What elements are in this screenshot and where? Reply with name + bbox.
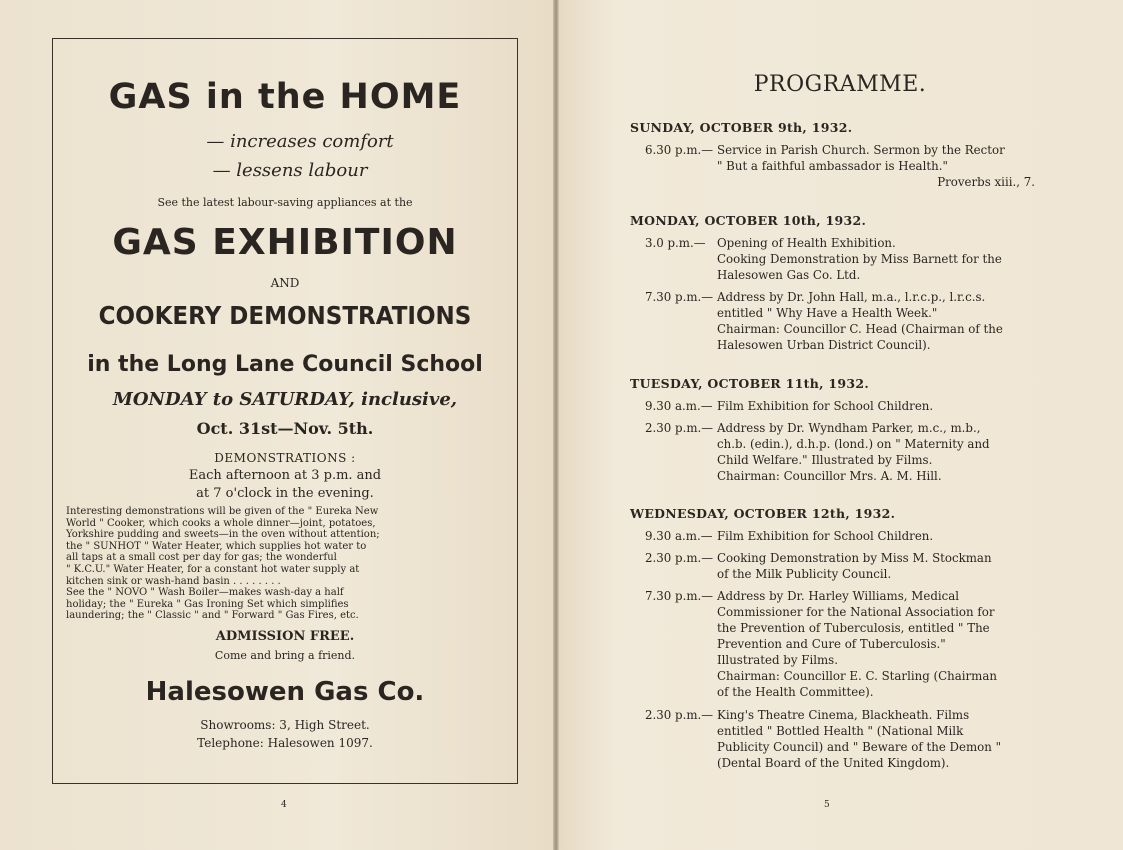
event-line: of the Milk Publicity Council. — [717, 567, 892, 581]
event-line: Child Welfare." Illustrated by Films. — [717, 453, 933, 467]
event-line: Address by Dr. John Hall, m.a., l.r.c.p., l.r.c.s. — [717, 290, 986, 304]
event-time: 3.0 p.m.— — [645, 236, 706, 250]
event-line: Address by Dr. Harley Williams, Medical — [717, 589, 960, 603]
event-citation: Proverbs xiii., 7. — [937, 175, 1035, 189]
ad-days: MONDAY to SATURDAY, inclusive, — [112, 389, 458, 410]
ad-tagline-comfort: — increases comfort — [206, 131, 394, 152]
ad-paragraph-line: Yorkshire pudding and sweets—in the oven without attention; — [66, 529, 380, 541]
page-number-left: 4 — [281, 800, 287, 810]
ad-bring-friend: Come and bring a friend. — [214, 649, 356, 662]
ad-telephone: Telephone: Halesowen 1097. — [197, 736, 373, 750]
event-line: Halesowen Gas Co. Ltd. — [717, 268, 861, 282]
ad-paragraph-line: " K.C.U." Water Heater, for a constant hot water supply at — [66, 563, 360, 575]
ad-tagline-labour: — lessens labour — [212, 160, 368, 181]
programme-event — [645, 398, 1035, 414]
ad-venue: in the Long Lane Council School — [87, 352, 483, 377]
ad-admission: ADMISSION FREE. — [215, 629, 355, 644]
event-time: 2.30 p.m.— — [645, 421, 714, 435]
ad-exhibition-title: GAS EXHIBITION — [112, 222, 458, 263]
ad-and: AND — [270, 276, 300, 290]
ad-paragraph-line: kitchen sink or wash-hand basin . . . . . . . . — [66, 575, 281, 587]
programme-event — [645, 550, 1035, 582]
programme-event — [645, 235, 1035, 283]
programme-event — [645, 707, 1035, 771]
ad-showrooms: Showrooms: 3, High Street. — [200, 718, 370, 732]
ad-paragraph-line: See the " NOVO " Wash Boiler—makes wash-day a half — [66, 587, 344, 599]
event-line: Chairman: Councillor E. C. Starling (Chairman — [717, 669, 997, 683]
ad-cookery-title: COOKERY DEMONSTRATIONS — [98, 301, 472, 330]
ad-company-name: Halesowen Gas Co. — [145, 677, 425, 707]
event-line: entitled " Why Have a Health Week." — [717, 306, 938, 320]
programme-event — [645, 289, 1035, 353]
ad-demo-time-evening: at 7 o'clock in the evening. — [196, 486, 374, 501]
ad-paragraph-line: holiday; the " Eureka " Gas Ironing Set which simplifies — [66, 598, 349, 610]
event-line: Cooking Demonstration by Miss Barnett for the — [717, 252, 1002, 266]
event-time: 9.30 a.m.— — [645, 399, 713, 413]
event-line: Film Exhibition for School Children. — [717, 399, 934, 413]
event-line: (Dental Board of the United Kingdom). — [717, 756, 950, 770]
programme-event — [645, 420, 1035, 484]
event-line: Chairman: Councillor C. Head (Chairman of the — [717, 322, 1003, 336]
ad-description-paragraph — [66, 506, 462, 622]
event-line: Chairman: Councillor Mrs. A. M. Hill. — [717, 469, 942, 483]
ad-paragraph-line: Interesting demonstrations will be given of the " Eureka New — [66, 506, 379, 517]
event-line: " But a faithful ambassador is Health." — [717, 159, 948, 173]
ad-paragraph-line: World " Cooker, which cooks a whole dinner—joint, potatoes, — [66, 517, 376, 529]
event-line: Cooking Demonstration by Miss M. Stockman — [717, 551, 992, 565]
event-line: Commissioner for the National Association for — [717, 605, 995, 619]
event-line: Prevention and Cure of Tuberculosis." — [717, 637, 946, 651]
event-line: entitled " Bottled Health " (National Milk — [717, 724, 964, 738]
ad-see-text: See the latest labour-saving appliances at the — [157, 196, 413, 209]
ad-demo-time-afternoon: Each afternoon at 3 p.m. and — [188, 468, 382, 483]
event-line: Halesowen Urban District Council). — [717, 338, 931, 352]
programme-event — [645, 588, 1035, 700]
event-line: the Prevention of Tuberculosis, entitled " The — [717, 621, 990, 635]
programme-event — [645, 142, 1035, 190]
event-line: Address by Dr. Wyndham Parker, m.c., m.b., — [717, 421, 981, 435]
programme-event — [645, 528, 1035, 544]
event-line: Opening of Health Exhibition. — [717, 236, 896, 250]
advert-frame — [52, 38, 518, 784]
ad-demonstrations-label: DEMONSTRATIONS : — [214, 451, 356, 465]
day-heading: TUESDAY, OCTOBER 11th, 1932. — [630, 376, 870, 391]
event-line: King's Theatre Cinema, Blackheath. Films — [717, 708, 970, 722]
event-time: 9.30 a.m.— — [645, 529, 713, 543]
event-time: 7.30 p.m.— — [645, 290, 714, 304]
event-line: Illustrated by Films. — [717, 653, 838, 667]
ad-headline: GAS in the HOME — [108, 77, 462, 117]
ad-paragraph-line: all taps at a small cost per day for gas; the wonderful — [66, 552, 337, 564]
event-time: 2.30 p.m.— — [645, 708, 714, 722]
event-line: Film Exhibition for School Children. — [717, 529, 934, 543]
event-time: 2.30 p.m.— — [645, 551, 714, 565]
event-line: ch.b. (edin.), d.h.p. (lond.) on " Maternity and — [717, 437, 990, 451]
ad-paragraph-line: the " SUNHOT " Water Heater, which supplies hot water to — [66, 540, 367, 552]
event-line: of the Health Committee). — [717, 685, 874, 699]
ad-dates: Oct. 31st—Nov. 5th. — [196, 419, 374, 438]
event-time: 6.30 p.m.— — [645, 143, 714, 157]
book-gutter — [553, 0, 559, 850]
day-heading: MONDAY, OCTOBER 10th, 1932. — [630, 213, 867, 228]
page-number-right: 5 — [824, 800, 830, 810]
day-heading: SUNDAY, OCTOBER 9th, 1932. — [630, 120, 853, 135]
event-time: 7.30 p.m.— — [645, 589, 714, 603]
programme-title: PROGRAMME. — [753, 72, 927, 97]
event-line: Service in Parish Church. Sermon by the Rector — [717, 143, 1005, 157]
ad-paragraph-line: laundering; the " Classic " and " Forward " Gas Fires, etc. — [66, 610, 359, 622]
day-heading: WEDNESDAY, OCTOBER 12th, 1932. — [630, 506, 896, 521]
event-line: Publicity Council) and " Beware of the Demon " — [717, 740, 1002, 754]
